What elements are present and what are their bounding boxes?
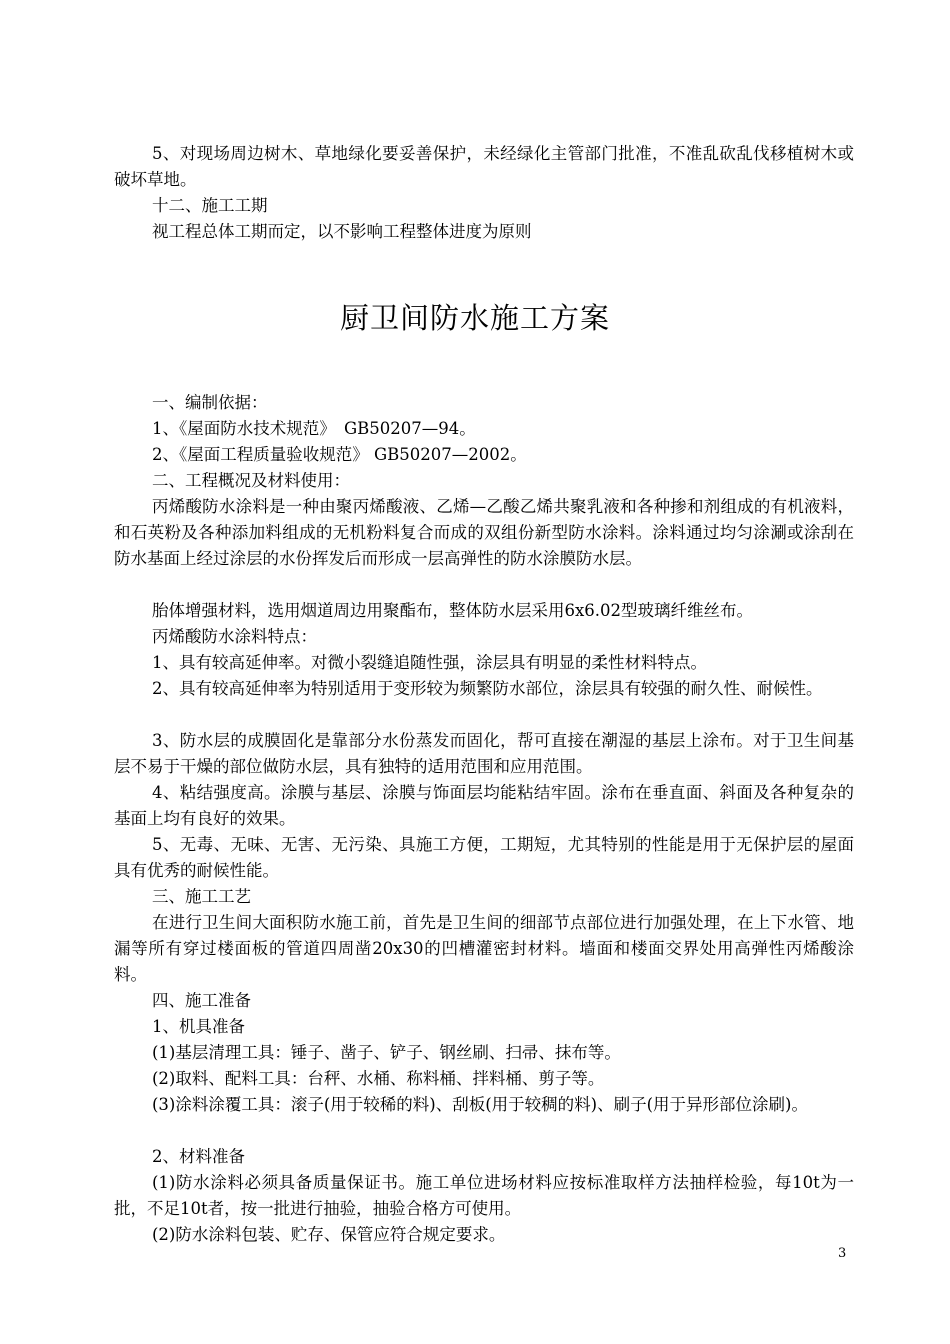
subheading-tools: 1、机具准备 [152, 1017, 245, 1036]
paragraph-process: 在进行卫生间大面积防水施工前，首先是卫生间的细部节点部位进行加强处理，在上下水管、地漏等所有穿过楼面板的管道四周凿20x30的凹槽灌密封材料。墙面和楼面交界处用高弹性丙烯酸涂料。 [114, 913, 854, 984]
paragraph-tree-protection: 5、对现场周边树木、草地绿化要妥善保护，未经绿化主管部门批准，不准乱砍乱伐移植树木或破坏草地。 [114, 144, 854, 189]
list-item: 1、《屋面防水技术规范》 GB50207—94。 [152, 419, 476, 438]
list-item: (2)防水涂料包装、贮存、保管应符合规定要求。 [152, 1225, 506, 1244]
list-item: (3)涂料涂覆工具：滚子(用于较稀的料)、刮板(用于较稠的料)、刷子(用于异形部位涂刷)。 [152, 1095, 808, 1114]
heading-process: 三、施工工艺 [152, 887, 251, 906]
list-item: 3、防水层的成膜固化是靠部分水份蒸发而固化，帮可直接在潮湿的基层上涂布。对于卫生间基层不易于干燥的部位做防水层，具有独特的适用范围和应用范围。 [114, 731, 854, 776]
list-item: 1、具有较高延伸率。对微小裂缝追随性强，涂层具有明显的柔性材料特点。 [152, 653, 707, 672]
paragraph-material: 丙烯酸防水涂料是一种由聚丙烯酸液、乙烯—乙酸乙烯共聚乳液和各种掺和剂组成的有机液料，和石英粉及各种添加料组成的无机粉料复合而成的双组份新型防水涂料。涂料通过均匀涂涮或涂刮在防水基面上经过涂层的水份挥发后而形成一层高弹性的防水涂膜防水层。 [114, 497, 854, 568]
list-item: 4、粘结强度高。涂膜与基层、涂膜与饰面层均能粘结牢固。涂布在垂直面、斜面及各种复杂的基面上均有良好的效果。 [114, 783, 854, 828]
page-title: 厨卫间防水施工方案 [339, 301, 610, 335]
list-item: (1)基层清理工具：锤子、凿子、铲子、钢丝刷、扫帚、抹布等。 [152, 1043, 621, 1062]
heading-basis: 一、编制依据： [152, 393, 268, 412]
heading-features: 丙烯酸防水涂料特点： [152, 627, 317, 646]
heading-preparation: 四、施工准备 [152, 991, 251, 1010]
list-item: 5、无毒、无味、无害、无污染、具施工方便，工期短，尤其特别的性能是用于无保护层的屋面具有优秀的耐候性能。 [114, 835, 854, 880]
list-item: 2、《屋面工程质量验收规范》 GB50207—2002。 [152, 445, 527, 464]
list-item: 2、具有较高延伸率为特别适用于变形较为频繁防水部位，涂层具有较强的耐久性、耐候性。 [152, 679, 823, 698]
paragraph-construction-period: 视工程总体工期而定，以不影响工程整体进度为原则 [152, 222, 532, 241]
heading-construction-period: 十二、施工工期 [152, 196, 268, 215]
list-item: (2)取料、配料工具：台秤、水桶、称料桶、拌料桶、剪子等。 [152, 1069, 605, 1088]
list-item: (1)防水涂料必须具备质量保证书。施工单位进场材料应按标准取样方法抽样检验，每10t为一批，不足10t者，按一批进行抽验，抽验合格方可使用。 [114, 1173, 854, 1218]
heading-overview: 二、工程概况及材料使用： [152, 471, 350, 490]
paragraph-reinforcement: 胎体增强材料，选用烟道周边用聚酯布，整体防水层采用6x6.02型玻璃纤维丝布。 [152, 601, 754, 620]
subheading-materials: 2、材料准备 [152, 1147, 245, 1166]
page-number: 3 [838, 1246, 847, 1261]
